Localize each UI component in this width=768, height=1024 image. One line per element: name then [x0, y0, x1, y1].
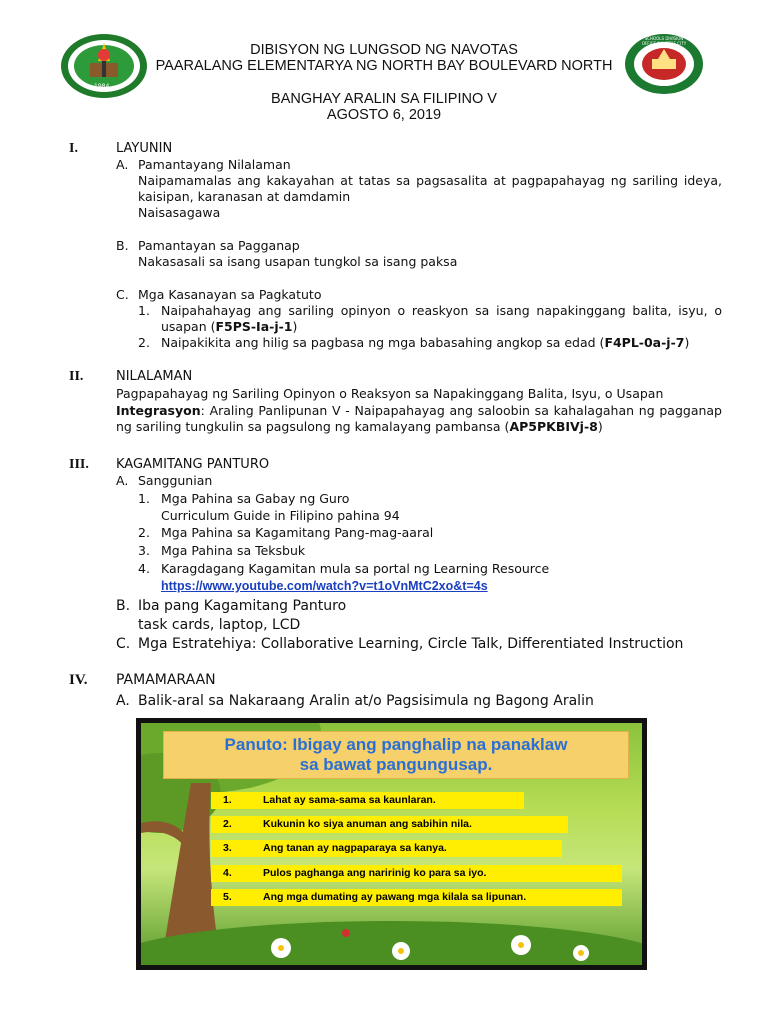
exercise-number: 5. [223, 891, 232, 903]
materials-text: task cards, laptop, LCD [138, 617, 301, 633]
subsection-title: Mga Kasanayan sa Pagkatuto [138, 287, 322, 302]
list-number: 1. [138, 303, 150, 318]
logo-year: 1984 [94, 83, 110, 90]
list-item-sub: Curriculum Guide in Filipino pahina 94 [161, 508, 400, 523]
division-name: DIBISYON NG LUNGSOD NG NAVOTAS [250, 42, 518, 58]
exercise-row [211, 889, 622, 906]
item-label: A. [116, 473, 129, 488]
subsection-title: Pamantayan sa Pagganap [138, 238, 300, 253]
list-number: 1. [138, 491, 150, 506]
item-label: B. [116, 238, 129, 253]
exercise-text: Ang mga dumating ay pawang mga kilala sa lipunan. [263, 891, 527, 903]
lesson-image-background [141, 723, 642, 965]
exercise-row [211, 840, 562, 857]
integration-text: Integrasyon: Araling Panlipunan V - Naipapahayag ang saloobin sa kahalagahan ng pagganap ng sariling tungkulin sa pagsulong ng kamalayang pambansa (AP5PKBIVj-8) [116, 403, 722, 434]
item-label: C. [116, 287, 129, 302]
competency-1: Naipahahayag ang sariling opinyon o reaskyon sa isang napakinggang balita, isyu, o usapan (F5PS-Ia-j-1) [161, 303, 722, 334]
list-item: Karagdagang Kagamitan mula sa portal ng Learning Resource [161, 561, 550, 576]
item-label: A. [116, 693, 130, 709]
exercise-text: Ang tanan ay nagpaparaya sa kanya. [263, 842, 447, 854]
item-label: A. [116, 157, 129, 172]
item-label: C. [116, 636, 131, 652]
exercise-text: Kukunin ko siya anuman ang sabihin nila. [263, 818, 472, 830]
section-number: II. [69, 369, 84, 384]
list-item: Mga Pahina sa Gabay ng Guro [161, 491, 350, 506]
exercise-row [211, 816, 568, 833]
youtube-link[interactable]: https://www.youtube.com/watch?v=t1oVnMtC2xo&t=4s [161, 579, 488, 593]
list-number: 3. [138, 543, 150, 558]
content-standard-text: Naipamamalas ang kakayahan at tatas sa pagsasalita at pagpapahayag ng sariling ideya, kaisipan, karanasan at damdamin [138, 173, 722, 204]
content-topic: Pagpapahayag ng Sariling Opinyon o Reaksyon sa Napakinggang Balita, Isyu, o Usapan [116, 386, 664, 401]
section-title-kagamitan: KAGAMITANG PANTURO [116, 457, 270, 472]
section-title-pamamaraan: PAMAMARAAN [116, 672, 216, 688]
item-label: B. [116, 598, 131, 614]
instruction-line-2: sa bawat pangungusap. [299, 755, 493, 774]
school-name: PAARALANG ELEMENTARYA NG NORTH BAY BOULEVARD NORTH [155, 58, 613, 74]
exercise-text: Lahat ay sama-sama sa kaunlaran. [263, 794, 436, 806]
subsection-title: Iba pang Kagamitang Panturo [138, 598, 347, 614]
exercise-number: 3. [223, 842, 232, 854]
performance-standard-text: Nakasasali sa isang usapan tungkol sa isang paksa [138, 254, 458, 269]
section-title-layunin: LAYUNIN [116, 141, 173, 156]
list-item: Mga Pahina sa Kagamitang Pang-mag-aaral [161, 525, 434, 540]
list-number: 2. [138, 525, 150, 540]
list-number: 4. [138, 561, 150, 576]
list-number: 2. [138, 335, 150, 350]
subsection-title: Sanggunian [138, 473, 213, 488]
review-text: Balik-aral sa Nakaraang Aralin at/o Pagsisimula ng Bagong Aralin [138, 693, 594, 709]
section-title-nilalaman: NILALAMAN [116, 369, 193, 384]
exercise-row [211, 792, 524, 809]
instruction-line-1: Panuto: Ibigay ang panghalip na panaklaw [224, 735, 568, 754]
section-number: IV. [69, 672, 88, 688]
strategies-text: Mga Estratehiya: Collaborative Learning, Circle Talk, Differentiated Instruction [138, 636, 684, 652]
exercise-row [211, 865, 622, 882]
instruction-box [163, 731, 629, 779]
exercise-number: 1. [223, 794, 232, 806]
lesson-date: AGOSTO 6, 2019 [326, 107, 442, 123]
exercise-number: 2. [223, 818, 232, 830]
exercise-number: 4. [223, 867, 232, 879]
lesson-image [136, 718, 647, 970]
division-logo-text: SCHOOLS DIVISION OFFICE NAVOTAS CITY [641, 36, 687, 46]
section-number: III. [69, 457, 89, 472]
list-item: Mga Pahina sa Teksbuk [161, 543, 306, 558]
exercise-text: Pulos paghanga ang naririnig ko para sa iyo. [263, 867, 487, 879]
subsection-title: Pamantayang Nilalaman [138, 157, 291, 172]
content-standard-text2: Naisasagawa [138, 205, 221, 220]
competency-2: Naipakikita ang hilig sa pagbasa ng mga babasahing angkop sa edad (F4PL-0a-j-7) [161, 335, 690, 350]
section-number: I. [69, 141, 78, 156]
lesson-plan-title: BANGHAY ARALIN SA FILIPINO V [271, 91, 497, 107]
